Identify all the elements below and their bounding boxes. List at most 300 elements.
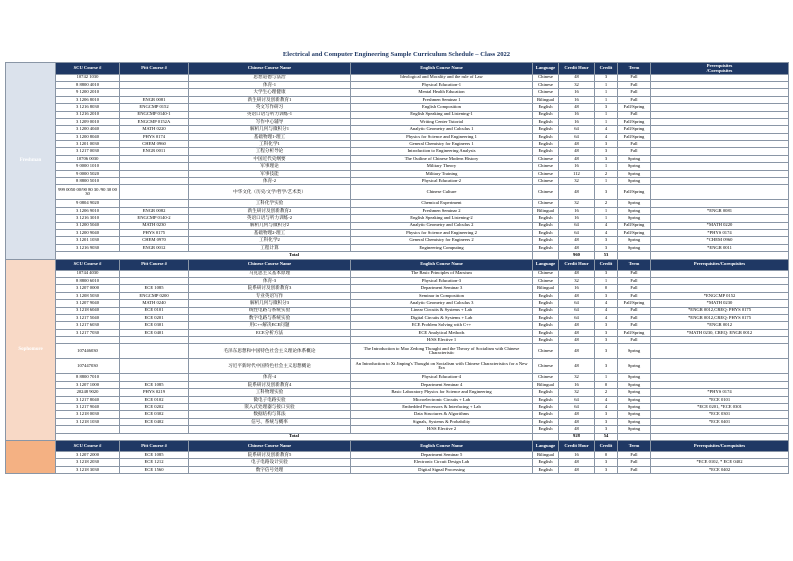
- prerequisites: [651, 215, 789, 222]
- english-course-name: Department Seminar 3: [351, 285, 533, 292]
- scu-course-number: 3 1200 5040: [56, 222, 120, 229]
- pitt-course-number: [120, 89, 189, 96]
- table-row: [6, 185, 789, 200]
- credit-hour: 16: [559, 89, 595, 96]
- term: Fall: [618, 322, 651, 329]
- header-term: Term: [618, 440, 651, 451]
- header-credit-hour: Credit Hour: [559, 259, 595, 270]
- credit: 1: [595, 207, 618, 214]
- term: Spring: [618, 344, 651, 359]
- term: Spring: [618, 244, 651, 251]
- scu-course-number: 3 1200 4040: [56, 126, 120, 133]
- header-credit: Credit: [595, 63, 618, 75]
- credit-hour: 48: [559, 74, 595, 81]
- english-course-name: The Introduction to Mao Zedong Thought and the Theory of Socialism with Chinese Characteristic: [351, 344, 533, 359]
- prerequisites: [651, 89, 789, 96]
- language: English: [533, 459, 559, 466]
- prerequisites: [651, 148, 789, 155]
- chinese-course-name: 工科化学实验: [189, 200, 351, 207]
- chinese-course-name: 嵌入式处理器与接口实验: [189, 404, 351, 411]
- table-row: [6, 200, 789, 207]
- credit-hour: 32: [559, 178, 595, 185]
- english-course-name: Freshmen Seminar 2: [351, 207, 533, 214]
- term: Fall: [618, 270, 651, 277]
- credit: 4: [595, 404, 618, 411]
- credit-hour: 16: [559, 111, 595, 118]
- scu-course-number: 3 1206 8010: [56, 96, 120, 103]
- credit-hour: 112: [559, 170, 595, 177]
- table-row: [6, 300, 789, 307]
- chinese-course-name: [189, 426, 351, 433]
- english-course-name: Embedded Processors & Interfacing + Lab: [351, 404, 533, 411]
- credit-hour: 48: [559, 292, 595, 299]
- table-row: [6, 451, 789, 458]
- english-course-name: General Chemistry for Engineers 1: [351, 141, 533, 148]
- credit-hour: 16: [559, 285, 595, 292]
- total-label: Total: [56, 433, 533, 440]
- pitt-course-number: ECE 0102: [120, 396, 189, 403]
- term: Spring: [618, 207, 651, 214]
- chinese-course-name: 解析几何与微积分1: [189, 126, 351, 133]
- scu-course-number: 9 1200 2010: [56, 89, 120, 96]
- pitt-course-number: [120, 170, 189, 177]
- credit: 3: [595, 411, 618, 418]
- pitt-course-number: ECE 0101: [120, 307, 189, 314]
- credit-hour: 64: [559, 222, 595, 229]
- chinese-course-name: 基础物理2-理工: [189, 229, 351, 236]
- prerequisites: [651, 381, 789, 388]
- scu-course-number: [56, 337, 120, 344]
- term: Spring: [618, 374, 651, 381]
- credit-hour: 32: [559, 374, 595, 381]
- chinese-course-name: ECE分析方法: [189, 329, 351, 336]
- table-row: [6, 126, 789, 133]
- credit: 3: [595, 185, 618, 200]
- scu-course-number: 3 1206 9010: [56, 207, 120, 214]
- language: English: [533, 118, 559, 125]
- header-pitt: Pitt Course #: [120, 440, 189, 451]
- term: Spring: [618, 359, 651, 374]
- language: English: [533, 133, 559, 140]
- prerequisites: [651, 170, 789, 177]
- header-chinese: Chinese Course Name: [189, 259, 351, 270]
- credit-hour: 64: [559, 396, 595, 403]
- language: Chinese: [533, 374, 559, 381]
- header-scu: SCU Course #: [56, 259, 120, 270]
- english-course-name: English Speaking and Listening-1: [351, 111, 533, 118]
- pitt-course-number: [120, 359, 189, 374]
- table-row: [6, 337, 789, 344]
- credit-hour: 48: [559, 104, 595, 111]
- scu-course-number: 3 1208 5030: [56, 292, 120, 299]
- pitt-course-number: ECE 0402: [120, 418, 189, 425]
- language: Chinese: [533, 344, 559, 359]
- credit-hour: 48: [559, 270, 595, 277]
- credit: 1: [595, 118, 618, 125]
- table-row: [6, 314, 789, 321]
- term: Fall: [618, 74, 651, 81]
- scu-course-number: 20248 9020: [56, 389, 120, 396]
- prerequisites: *PHYS 0174: [651, 229, 789, 236]
- credit: 3: [595, 322, 618, 329]
- table-row: [6, 89, 789, 96]
- credit-hour: 48: [559, 459, 595, 466]
- chinese-course-name: 中国近代史纲要: [189, 155, 351, 162]
- chinese-course-name: 中华文化（历史/文学/哲学/艺术类）: [189, 185, 351, 200]
- table-row: [6, 359, 789, 374]
- chinese-course-name: 数字电路与系统实验: [189, 314, 351, 321]
- term: Fall: [618, 89, 651, 96]
- total-credit: 53: [595, 252, 618, 259]
- language: English: [533, 300, 559, 307]
- table-row: [6, 411, 789, 418]
- pitt-course-number: [120, 270, 189, 277]
- language: English: [533, 314, 559, 321]
- prerequisites: *ENGR 0012,CREQ: PHYS 0175: [651, 314, 789, 321]
- credit-hour: 32: [559, 277, 595, 284]
- english-course-name: General Chemistry for Engineers 2: [351, 237, 533, 244]
- chinese-course-name: 信号、系统与概率: [189, 418, 351, 425]
- language: English: [533, 148, 559, 155]
- language: English: [533, 292, 559, 299]
- table-row: [6, 81, 789, 88]
- chinese-course-name: 体育-3: [189, 277, 351, 284]
- chinese-course-name: 工程分析导论: [189, 148, 351, 155]
- credit-hour: 48: [559, 329, 595, 336]
- header-prereq: [651, 63, 789, 75]
- term: Fall: [618, 141, 651, 148]
- language: English: [533, 411, 559, 418]
- credit: 1: [595, 96, 618, 103]
- chinese-course-name: 英语口语与听力训练-1: [189, 111, 351, 118]
- prerequisites: *PHYS 0174: [651, 389, 789, 396]
- language: English: [533, 426, 559, 433]
- table-row: [6, 307, 789, 314]
- credit: 3: [595, 344, 618, 359]
- table-row: [6, 155, 789, 162]
- curriculum-table: [5, 62, 789, 474]
- credit: 4: [595, 222, 618, 229]
- credit-hour: 16: [559, 207, 595, 214]
- pitt-course-number: ENGCMP 0152A: [120, 118, 189, 125]
- table-row: [6, 285, 789, 292]
- prerequisites: *ENGR 0081: [651, 207, 789, 214]
- term: Fall: [618, 96, 651, 103]
- term: Spring: [618, 418, 651, 425]
- term: Fall/Spring: [618, 126, 651, 133]
- credit-hour: 48: [559, 418, 595, 425]
- prerequisites: [651, 178, 789, 185]
- credit-hour: 48: [559, 322, 595, 329]
- header-term: Term: [618, 259, 651, 270]
- scu-course-number: 8 8800 6010: [56, 277, 120, 284]
- english-course-name: Analytic Geometry and Calculus 1: [351, 126, 533, 133]
- language: Chinese: [533, 270, 559, 277]
- term: Spring: [618, 178, 651, 185]
- pitt-course-number: CHEM 0960: [120, 141, 189, 148]
- english-course-name: H/SS Elective 1: [351, 337, 533, 344]
- term: Fall/Spring: [618, 104, 651, 111]
- credit: 4: [595, 307, 618, 314]
- english-course-name: Chemical Experiment: [351, 200, 533, 207]
- prerequisites: [651, 185, 789, 200]
- chinese-course-name: 习近平新时代中国特色社会主义思想概论: [189, 359, 351, 374]
- total-term: [618, 433, 651, 440]
- language: Chinese: [533, 81, 559, 88]
- prerequisites: [651, 111, 789, 118]
- pitt-course-number: [120, 374, 189, 381]
- chinese-course-name: 工科物理实验: [189, 389, 351, 396]
- total-language: [533, 433, 559, 440]
- header-chinese: Chinese Course Name: [189, 63, 351, 75]
- table-row: [6, 163, 789, 170]
- header-prereq-line2: /Corequisites: [706, 68, 733, 74]
- scu-course-number: 3 1200 9040: [56, 229, 120, 236]
- table-header-row: [6, 63, 789, 75]
- header-term: Term: [618, 63, 651, 75]
- credit: 4: [595, 133, 618, 140]
- table-row: [6, 381, 789, 388]
- credit: 4: [595, 314, 618, 321]
- prerequisites: [651, 126, 789, 133]
- chinese-course-name: 用C++解决ECE问题: [189, 322, 351, 329]
- chinese-course-name: 专业英语写作: [189, 292, 351, 299]
- prerequisites: *ENGR 0012,CREQ: PHYS 0175: [651, 307, 789, 314]
- credit-hour: 32: [559, 200, 595, 207]
- term: Spring: [618, 389, 651, 396]
- chinese-course-name: 电子电路设计实验: [189, 459, 351, 466]
- chinese-course-name: 院系研讨及创新教育3: [189, 285, 351, 292]
- prerequisites: [651, 374, 789, 381]
- language: English: [533, 396, 559, 403]
- english-course-name: Engineering Computing: [351, 244, 533, 251]
- english-course-name: Digital Circuits & Systems + Lab: [351, 314, 533, 321]
- credit-hour: 64: [559, 314, 595, 321]
- scu-course-number: 3 1218 1030: [56, 418, 120, 425]
- term: Fall: [618, 81, 651, 88]
- language: Chinese: [533, 200, 559, 207]
- pitt-course-number: [120, 163, 189, 170]
- header-english: English Course Name: [351, 440, 533, 451]
- pitt-course-number: [120, 426, 189, 433]
- prerequisites: [651, 155, 789, 162]
- scu-course-number: 10744 4030: [56, 270, 120, 277]
- credit: 0: [595, 451, 618, 458]
- header-credit: Credit: [595, 440, 618, 451]
- table-row: [6, 244, 789, 251]
- language: English: [533, 418, 559, 425]
- chinese-course-name: 军事理论: [189, 163, 351, 170]
- header-pitt: Pitt Course #: [120, 63, 189, 75]
- scu-course-number: 3 1216 8030: [56, 104, 120, 111]
- chinese-course-name: 英语口语与听力训练-2: [189, 215, 351, 222]
- header-chinese: Chinese Course Name: [189, 440, 351, 451]
- scu-course-number: 3 1217 0030: [56, 148, 120, 155]
- scu-course-number: 8 8800 5010: [56, 178, 120, 185]
- credit: 3: [595, 237, 618, 244]
- header-language: Language: [533, 440, 559, 451]
- prerequisites: *CHEM 0960: [651, 237, 789, 244]
- table-row: [6, 74, 789, 81]
- chinese-course-name: 写作中心辅导: [189, 118, 351, 125]
- prerequisites: [651, 426, 789, 433]
- language: English: [533, 229, 559, 236]
- term: Spring: [618, 215, 651, 222]
- chinese-course-name: 院系研讨及创新教育4: [189, 381, 351, 388]
- prerequisites: *ECE 0301: [651, 411, 789, 418]
- term: Fall/Spring: [618, 229, 651, 236]
- term: Fall/Spring: [618, 185, 651, 200]
- language: Bilingual: [533, 285, 559, 292]
- language: English: [533, 337, 559, 344]
- table-row: [6, 404, 789, 411]
- english-course-name: Linear Circuits & Systems + Lab: [351, 307, 533, 314]
- prerequisites: *MATH 0220: [651, 222, 789, 229]
- prerequisites: *MATH 0230: [651, 300, 789, 307]
- credit: 1: [595, 163, 618, 170]
- prerequisites: [651, 74, 789, 81]
- language: Bilingual: [533, 96, 559, 103]
- credit-hour: 48: [559, 426, 595, 433]
- credit: 1: [595, 111, 618, 118]
- pitt-course-number: ECE 1085: [120, 285, 189, 292]
- pitt-course-number: ENGCMP 0140-2: [120, 215, 189, 222]
- pitt-course-number: ECE 0401: [120, 329, 189, 336]
- scu-course-number: 8 8800 7010: [56, 374, 120, 381]
- language: English: [533, 104, 559, 111]
- scu-course-number: 3 1207 2000: [56, 451, 120, 458]
- table-row: [6, 118, 789, 125]
- credit: 3: [595, 148, 618, 155]
- prerequisites: [651, 200, 789, 207]
- language: English: [533, 466, 559, 473]
- credit: 1: [595, 277, 618, 284]
- language: English: [533, 404, 559, 411]
- scu-course-number: 9 0000 5020: [56, 170, 120, 177]
- table-row: [6, 104, 789, 111]
- table-row: [6, 148, 789, 155]
- table-row: [6, 344, 789, 359]
- term: Spring: [618, 381, 651, 388]
- chinese-course-name: 思想道德与法治: [189, 74, 351, 81]
- credit-hour: 16: [559, 96, 595, 103]
- scu-course-number: 3 1209 0010: [56, 118, 120, 125]
- english-course-name: The Basic Principles of Marxism: [351, 270, 533, 277]
- pitt-course-number: CHEM 0970: [120, 237, 189, 244]
- credit: 3: [595, 292, 618, 299]
- english-course-name: Department Seminar 5: [351, 451, 533, 458]
- credit-hour: 32: [559, 81, 595, 88]
- chinese-course-name: 马克思主义基本原理: [189, 270, 351, 277]
- pitt-course-number: [120, 155, 189, 162]
- total-prereq: [651, 252, 789, 259]
- english-course-name: Physical Education-3: [351, 277, 533, 284]
- chinese-course-name: 体育-4: [189, 374, 351, 381]
- credit-hour: 48: [559, 337, 595, 344]
- page-title: Electrical and Computer Engineering Sample Curriculum Schedule – Class 2022: [282, 51, 511, 58]
- total-language: [533, 252, 559, 259]
- table-row: [6, 322, 789, 329]
- term: Fall/Spring: [618, 222, 651, 229]
- term: Fall: [618, 111, 651, 118]
- pitt-course-number: ENGR 0082: [120, 207, 189, 214]
- table-row: [6, 222, 789, 229]
- language: English: [533, 215, 559, 222]
- chinese-course-name: 解析几何与微积分3: [189, 300, 351, 307]
- term: Fall/Spring: [618, 329, 651, 336]
- pitt-course-number: [120, 344, 189, 359]
- table-row: [6, 237, 789, 244]
- language: English: [533, 237, 559, 244]
- prerequisites: [651, 270, 789, 277]
- credit: 3: [595, 329, 618, 336]
- pitt-course-number: ENGCMP 0140-1: [120, 111, 189, 118]
- scu-course-number: 3 1201 1030: [56, 237, 120, 244]
- chinese-course-name: 大学生心理健康: [189, 89, 351, 96]
- pitt-course-number: ENGR 0012: [120, 244, 189, 251]
- table-row: [6, 466, 789, 473]
- credit: 4: [595, 126, 618, 133]
- pitt-course-number: ECE 0301: [120, 322, 189, 329]
- english-course-name: Physical Education-4: [351, 374, 533, 381]
- credit: 3: [595, 418, 618, 425]
- english-course-name: ECE Analytical Methods: [351, 329, 533, 336]
- table-row: [6, 329, 789, 336]
- english-course-name: Writing Center Tutorial: [351, 118, 533, 125]
- pitt-course-number: ECE 0202: [120, 404, 189, 411]
- chinese-course-name: 微电子电路实验: [189, 396, 351, 403]
- chinese-course-name: 毛泽东思想和中国特色社会主义理论体系概论: [189, 344, 351, 359]
- table-row: [6, 459, 789, 466]
- pitt-course-number: ENGCMP 0152: [120, 104, 189, 111]
- english-course-name: Mental Health Education: [351, 89, 533, 96]
- language: Bilingual: [533, 381, 559, 388]
- prerequisites: [651, 141, 789, 148]
- credit-hour: 16: [559, 163, 595, 170]
- credit-hour: 16: [559, 451, 595, 458]
- credit-hour: 16: [559, 118, 595, 125]
- credit: 2: [595, 170, 618, 177]
- pitt-course-number: [120, 81, 189, 88]
- language: Chinese: [533, 359, 559, 374]
- table-row: [6, 389, 789, 396]
- scu-course-number: 3 1217 7030: [56, 329, 120, 336]
- table-row: [6, 215, 789, 222]
- english-course-name: Physics for Science and Engineering 2: [351, 229, 533, 236]
- language: Bilingual: [533, 451, 559, 458]
- scu-course-number: 3 1207 1000: [56, 381, 120, 388]
- table-row: [6, 170, 789, 177]
- header-language: Language: [533, 259, 559, 270]
- header-prereq: Prerequisites/Corequisites: [651, 440, 789, 451]
- credit: 1: [595, 374, 618, 381]
- prerequisites: [651, 96, 789, 103]
- header-scu: SCU Course #: [56, 440, 120, 451]
- prerequisites: *MATH 0230, CREQ: ENGR 0012: [651, 329, 789, 336]
- credit-hour: 48: [559, 344, 595, 359]
- table-row: [6, 277, 789, 284]
- year-label-junior: [6, 440, 56, 473]
- english-course-name: Physics for Science and Engineering 1: [351, 133, 533, 140]
- english-course-name: Introduction to Engineering Analysis: [351, 148, 533, 155]
- term: Spring: [618, 411, 651, 418]
- credit-hour: 64: [559, 307, 595, 314]
- english-course-name: The Outline of Chinese Modern History: [351, 155, 533, 162]
- prerequisites: [651, 451, 789, 458]
- term: Fall/Spring: [618, 300, 651, 307]
- chinese-course-name: 解析几何与微积分2: [189, 222, 351, 229]
- english-course-name: Chinese Culture: [351, 185, 533, 200]
